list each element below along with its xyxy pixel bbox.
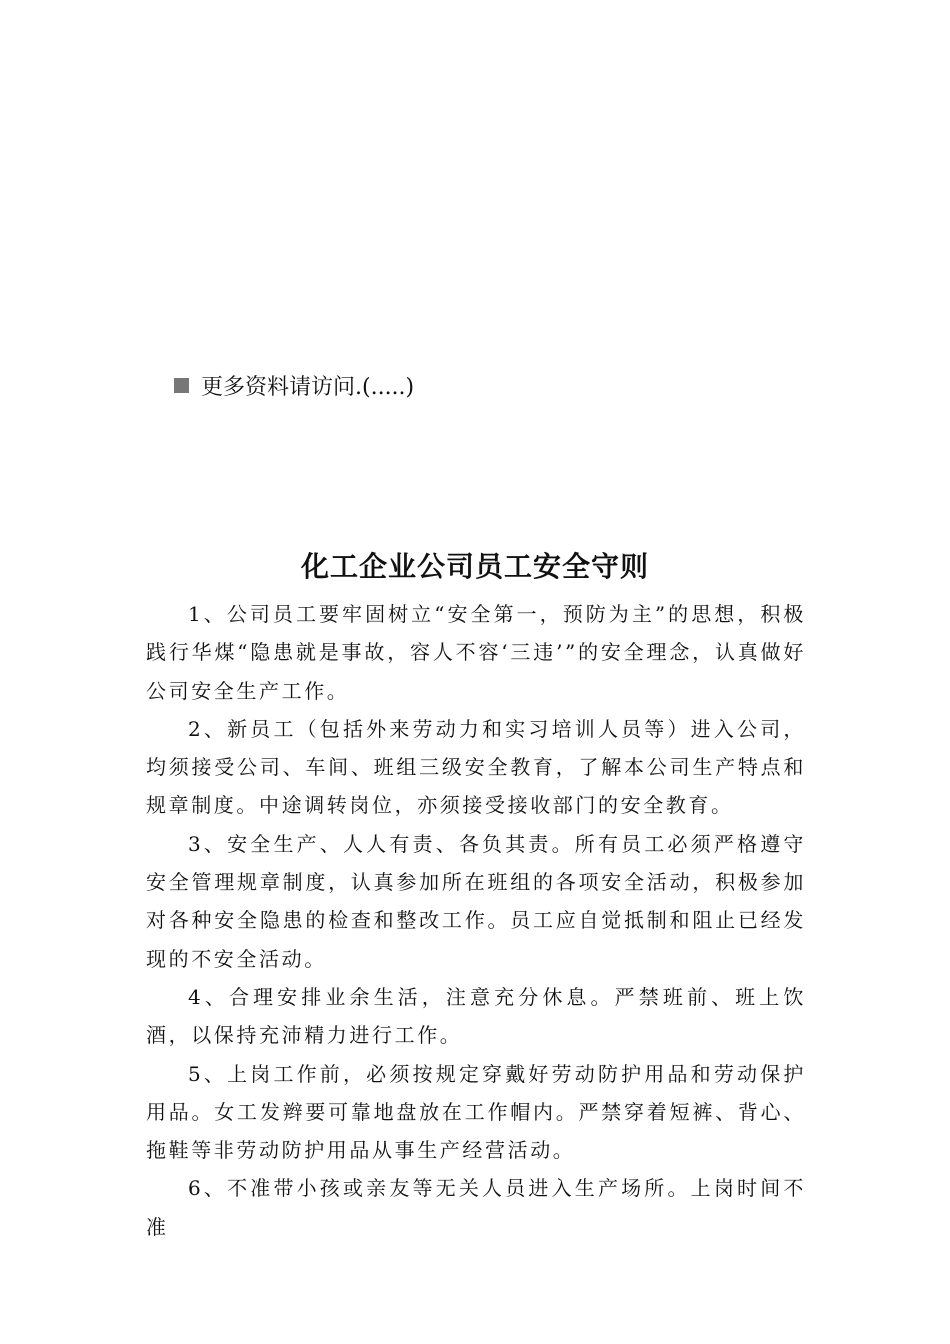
document-body	[146, 595, 806, 1246]
document-title: 化工企业公司员工安全守则	[300, 550, 649, 583]
more-info-text: 更多资料请访问.(.....)	[201, 375, 415, 400]
rule-paragraph-5: 5、上岗工作前，必须按规定穿戴好劳动防护用品和劳动保护用品。女工发辫要可靠地盘放在工作帽内。严禁穿着短裤、背心、拖鞋等非劳动防护用品从事生产经营活动。	[146, 1061, 806, 1163]
rule-paragraph-3: 3、安全生产、人人有责、各负其责。所有员工必须严格遵守安全管理规章制度，认真参加所在班组的各项安全活动，积极参加对各种安全隐患的检查和整改工作。员工应自觉抵制和阻止已经发现的不安全活动。	[146, 831, 806, 971]
rule-paragraph-2: 2、新员工（包括外来劳动力和实习培训人员等）进入公司，均须接受公司、车间、班组三级安全教育，了解本公司生产特点和规章制度。中途调转岗位，亦须接受接收部门的安全教育。	[146, 716, 806, 818]
rule-paragraph-1: 1、公司员工要牢固树立“安全第一，预防为主”的思想，积极践行华煤“隐患就是事故，容人不容‘三违’”的安全理念，认真做好公司安全生产工作。	[146, 602, 806, 703]
rule-paragraph-4: 4、合理安排业余生活，注意充分休息。严禁班前、班上饮酒，以保持充沛精力进行工作。	[146, 984, 806, 1048]
square-bullet-icon	[174, 378, 189, 393]
rule-paragraph-6: 6、不准带小孩或亲友等无关人员进入生产场所。上岗时间不准	[146, 1176, 806, 1239]
more-info-line	[174, 370, 414, 406]
